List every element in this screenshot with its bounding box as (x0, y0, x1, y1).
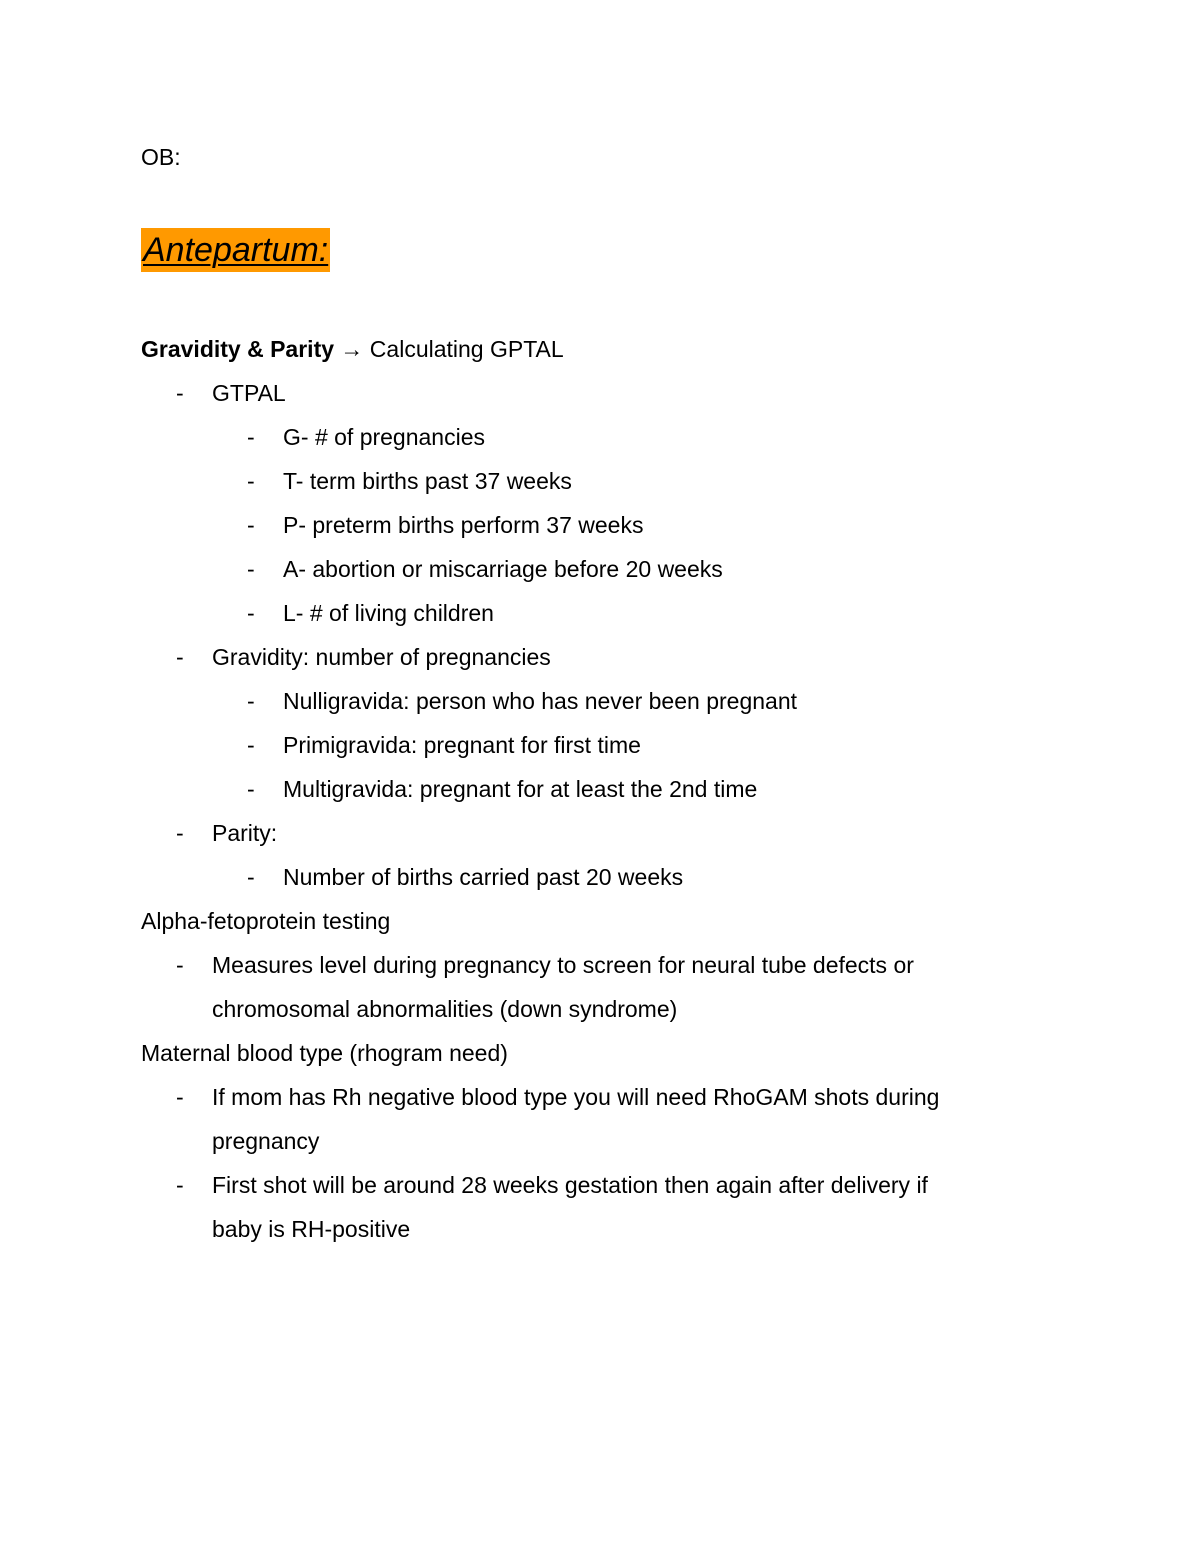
section-label-rest: → Calculating GPTAL (334, 336, 564, 362)
list-item-continuation: pregnancy (212, 1128, 320, 1154)
section-heading: Antepartum: (143, 231, 329, 269)
list-item: Nulligravida: person who has never been pregnant (283, 688, 797, 714)
section-label-maternal: Maternal blood type (rhogram need) (141, 1040, 508, 1066)
bullet-dash: - (176, 1172, 184, 1198)
bullet-dash: - (247, 512, 255, 538)
section-label-afp: Alpha-fetoprotein testing (141, 908, 391, 934)
bullet-dash: - (247, 556, 255, 582)
bullet-dash: - (247, 424, 255, 450)
bullet-dash: - (247, 600, 255, 626)
doc-title: OB: (141, 144, 181, 170)
heading-highlight (141, 228, 330, 272)
bullet-dash: - (176, 1084, 184, 1110)
bullet-dash: - (247, 776, 255, 802)
section-label-bold: Gravidity & Parity (141, 336, 335, 362)
list-item: If mom has Rh negative blood type you will need RhoGAM shots during (212, 1084, 940, 1110)
bullet-dash: - (247, 468, 255, 494)
list-item: Number of births carried past 20 weeks (283, 864, 684, 890)
list-item: T- term births past 37 weeks (283, 468, 572, 494)
bullet-dash: - (247, 864, 255, 890)
bullet-dash: - (176, 820, 184, 846)
section-label-gravidity-parity (141, 334, 564, 364)
bullet-dash: - (247, 688, 255, 714)
bullet-dash: - (176, 380, 184, 406)
list-item: First shot will be around 28 weeks gestation then again after delivery if (212, 1172, 928, 1198)
bullet-dash: - (176, 952, 184, 978)
list-item-gravidity: Gravidity: number of pregnancies (212, 644, 551, 670)
list-item: P- preterm births perform 37 weeks (283, 512, 644, 538)
list-item: A- abortion or miscarriage before 20 weeks (283, 556, 723, 582)
list-item-continuation: baby is RH-positive (212, 1216, 411, 1242)
list-item-parity: Parity: (212, 820, 278, 846)
list-item: Multigravida: pregnant for at least the 2nd time (283, 776, 758, 802)
list-item: Measures level during pregnancy to screen for neural tube defects or (212, 952, 914, 978)
bullet-dash: - (247, 732, 255, 758)
list-item: G- # of pregnancies (283, 424, 486, 450)
list-item: Primigravida: pregnant for first time (283, 732, 641, 758)
list-item-gtpal: GTPAL (212, 380, 286, 406)
bullet-dash: - (176, 644, 184, 670)
list-item: L- # of living children (283, 600, 494, 626)
list-item-continuation: chromosomal abnormalities (down syndrome) (212, 996, 678, 1022)
